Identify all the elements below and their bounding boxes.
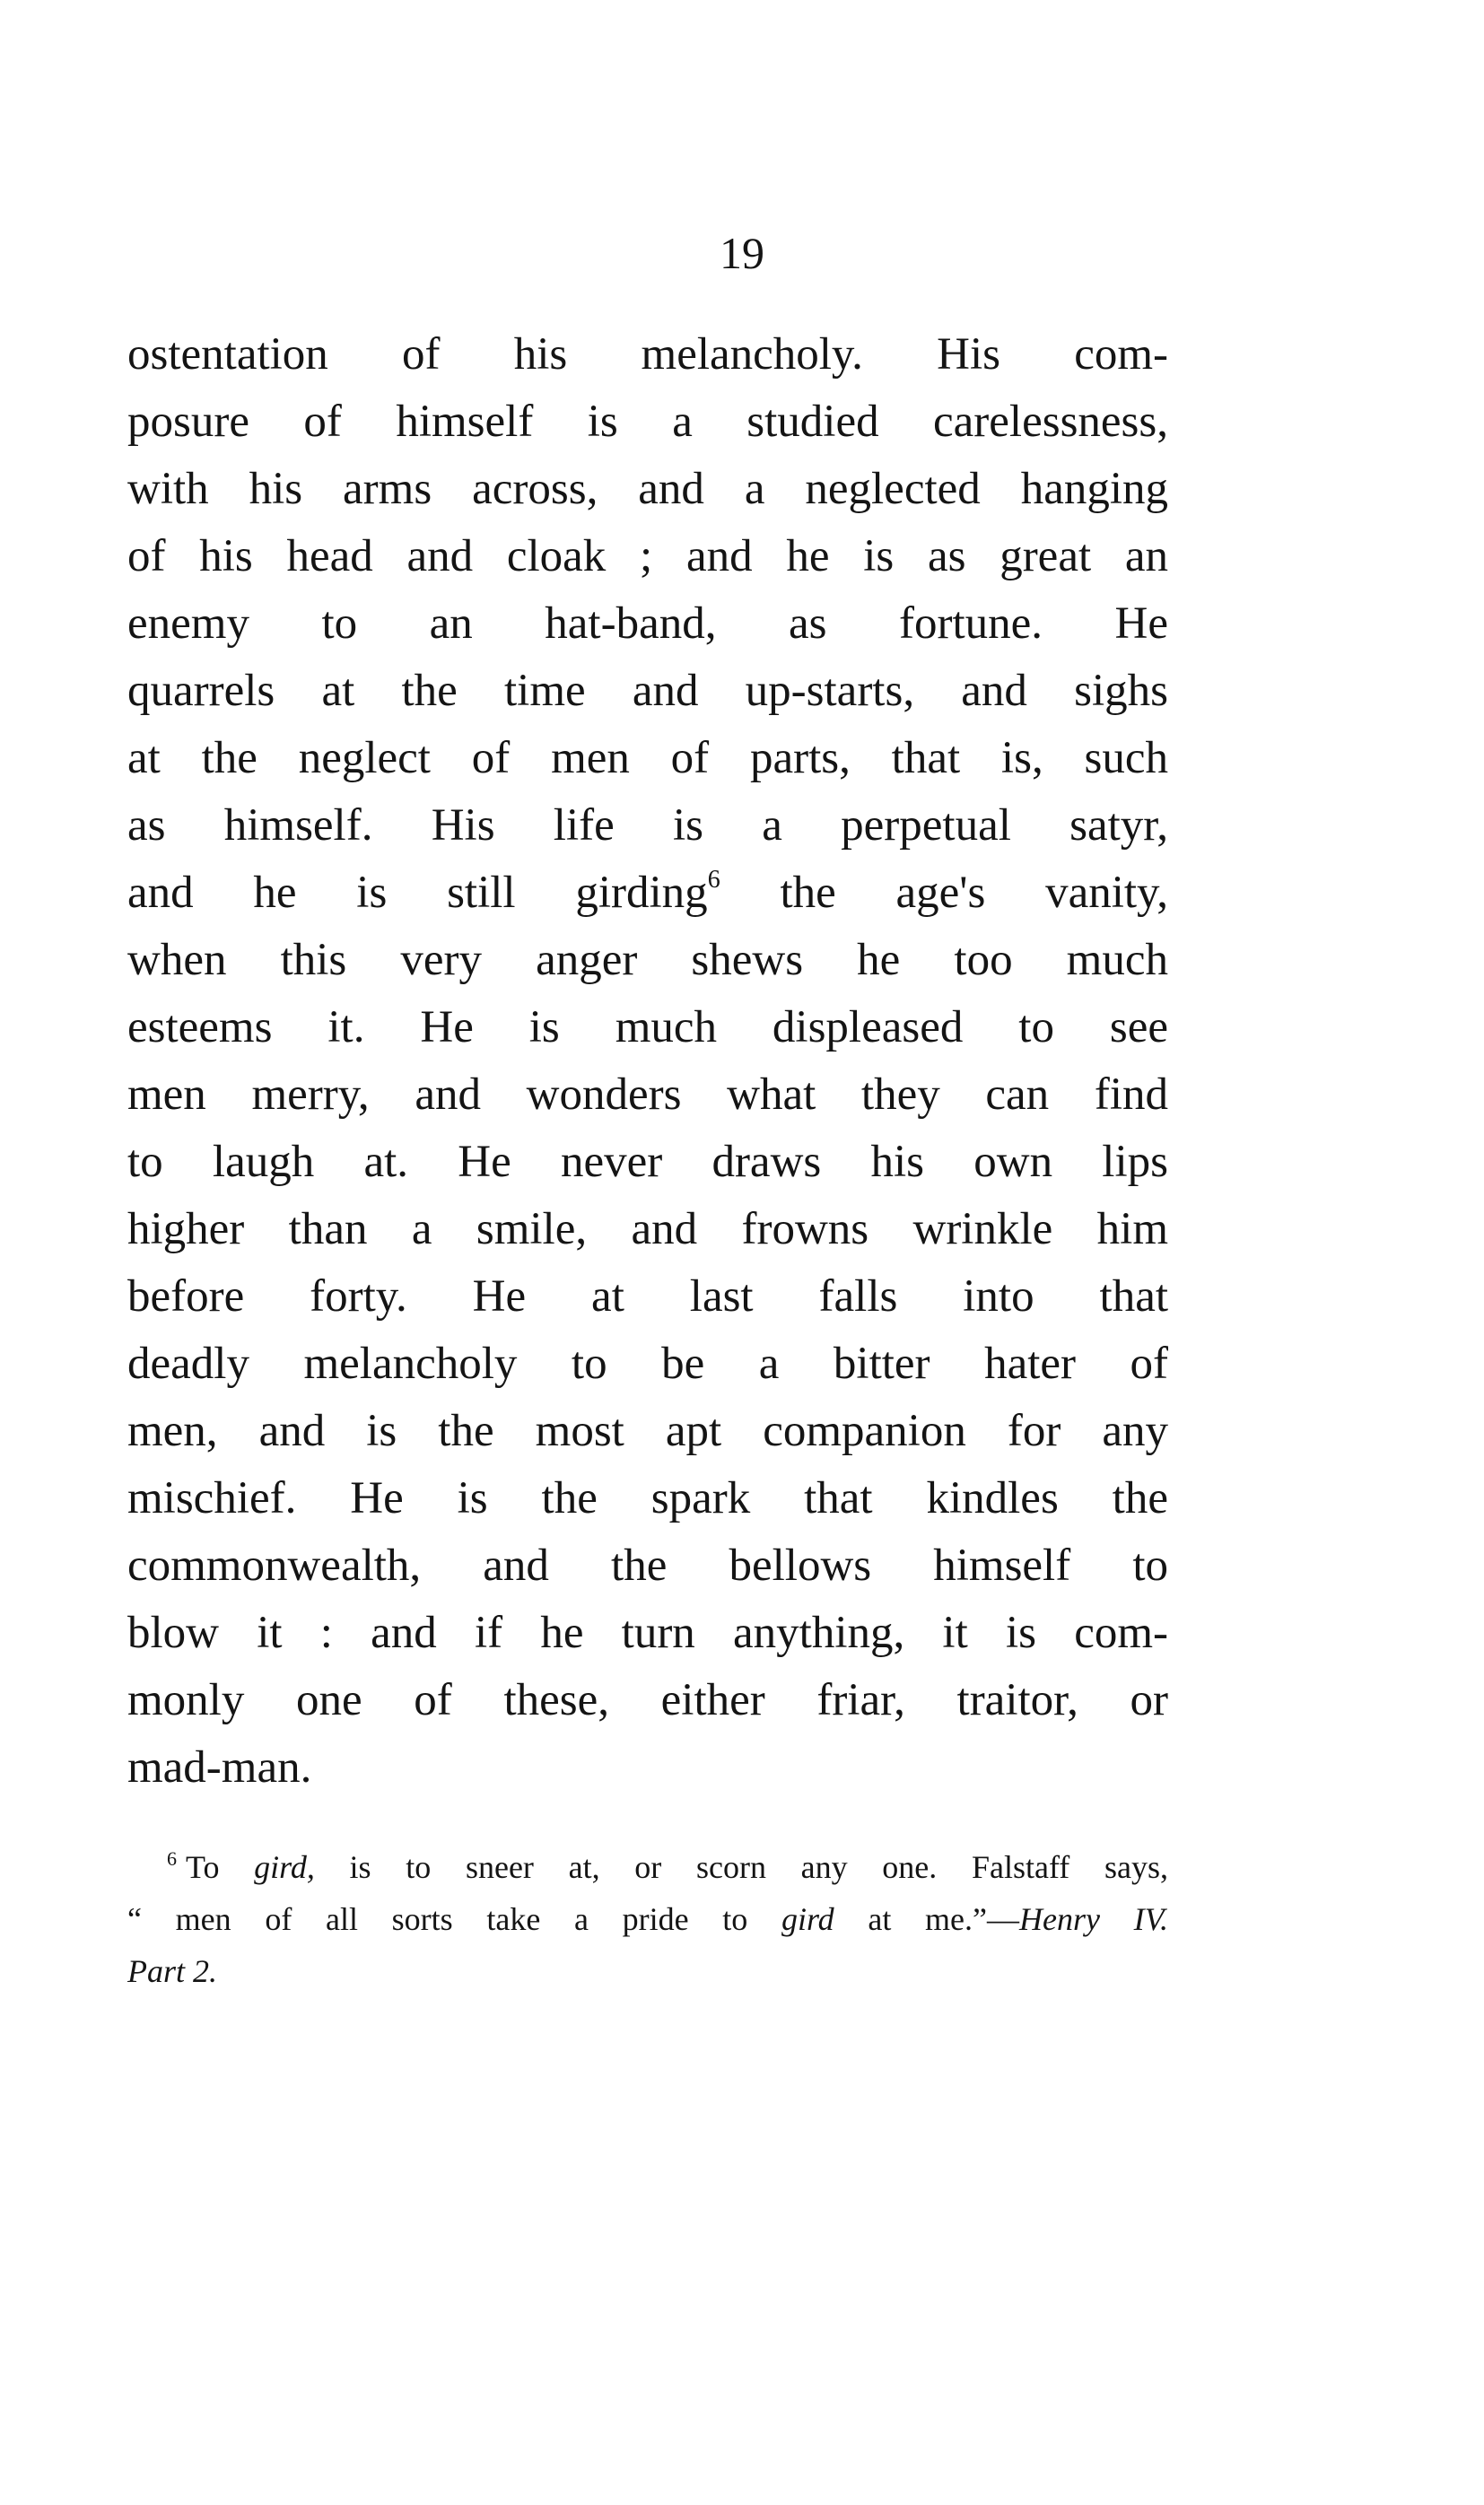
footnote-line xyxy=(127,1893,1168,1945)
text-line: men, and is the most apt companion for any xyxy=(127,1406,1168,1456)
text-line: mischief. He is the spark that kindles the xyxy=(127,1473,1168,1523)
footnote-source: Part 2. xyxy=(127,1953,218,1989)
footnote-source: Henry IV. xyxy=(1019,1901,1168,1937)
text-line: ostentation of his melancholy. His com- xyxy=(127,329,1168,380)
text-line: when this very anger shews he too much xyxy=(127,935,1168,985)
footnote-line xyxy=(127,1841,1168,1893)
body-text xyxy=(127,321,1168,1802)
text-line: as himself. His life is a perpetual satyr, xyxy=(127,800,1168,851)
footnote-text: is to sneer at, or scorn any one. Falstaff says, xyxy=(314,1849,1168,1885)
text-line: deadly melancholy to be a bitter hater of xyxy=(127,1339,1168,1389)
text-line: to laugh at. He never draws his own lips xyxy=(127,1137,1168,1187)
footnote-reference: 6 xyxy=(707,866,720,894)
text-line: with his arms across, and a neglected hanging xyxy=(127,464,1168,514)
text-line: at the neglect of men of parts, that is, such xyxy=(127,733,1168,783)
text-segment: the age's vanity, xyxy=(720,868,1168,918)
footnote-term: gird, xyxy=(254,1849,315,1885)
text-line: mad-man. xyxy=(127,1742,312,1793)
footnote-term: gird xyxy=(781,1901,834,1937)
footnote xyxy=(127,1841,1168,1997)
text-line-with-footnote-ref xyxy=(127,860,1168,927)
text-line: blow it : and if he turn anything, it is com- xyxy=(127,1608,1168,1658)
text-line: posure of himself is a studied carelessness, xyxy=(127,397,1168,447)
text-segment: and he is still girding xyxy=(127,868,708,918)
text-line: monly one of these, either friar, traitor, or xyxy=(127,1675,1168,1725)
footnote-text: at me.”— xyxy=(834,1901,1019,1937)
footnote-text: To xyxy=(186,1849,255,1885)
page-number: 19 xyxy=(720,228,764,278)
text-line: before forty. He at last falls into that xyxy=(127,1271,1168,1322)
footnote-marker: 6 xyxy=(167,1847,177,1870)
text-line: enemy to an hat-band, as fortune. He xyxy=(127,598,1168,649)
footnote-text: “ men of all sorts take a pride to xyxy=(127,1901,781,1937)
text-line: quarrels at the time and up-starts, and sighs xyxy=(127,666,1168,716)
text-line: of his head and cloak ; and he is as great an xyxy=(127,531,1168,581)
text-line: higher than a smile, and frowns wrinkle him xyxy=(127,1204,1168,1254)
text-line: esteems it. He is much displeased to see xyxy=(127,1002,1168,1052)
text-line: commonwealth, and the bellows himself to xyxy=(127,1541,1168,1591)
footnote-line xyxy=(127,1945,1168,1997)
text-line: men merry, and wonders what they can find xyxy=(127,1069,1168,1120)
